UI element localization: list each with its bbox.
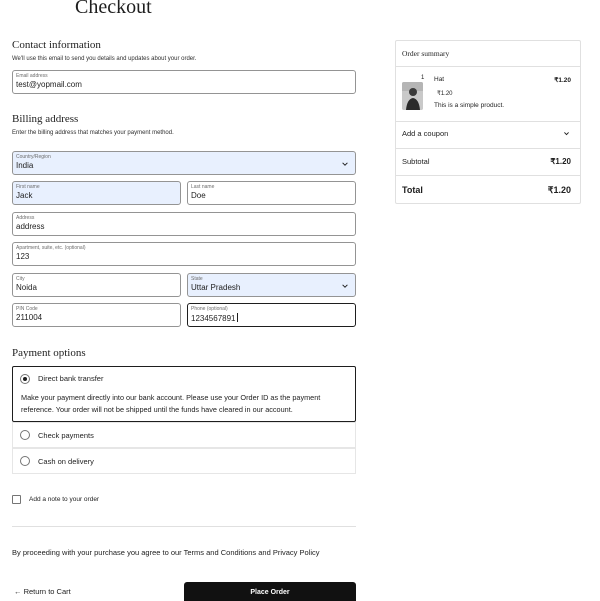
city-value: Noida: [16, 283, 37, 292]
state-select[interactable]: [187, 273, 356, 297]
item-line-total: ₹1.20: [554, 77, 571, 84]
return-to-cart-link[interactable]: [14, 587, 71, 596]
first-name-field[interactable]: [12, 181, 181, 205]
contact-section-description: We'll use this email to send you details and updates about your order.: [12, 56, 197, 62]
state-select-value: Uttar Pradesh: [191, 283, 241, 292]
item-price: ₹1.20: [437, 91, 453, 97]
return-to-cart-label: Return to Cart: [23, 587, 71, 596]
order-note-label[interactable]: Add a note to your order: [29, 496, 100, 503]
payment-option-description: Make your payment directly into our bank account. Please use your Order ID as the payment reference. Your order will not be shipped until the funds have cleared in our account.: [21, 393, 321, 414]
chevron-down-icon: [341, 160, 349, 168]
item-description: This is a simple product.: [434, 102, 505, 109]
address-value: address: [16, 222, 45, 231]
payment-option-check[interactable]: [12, 422, 356, 448]
subtotal-label: Subtotal: [402, 157, 430, 166]
apartment-field[interactable]: [12, 242, 356, 266]
first-name-label: First name: [16, 184, 40, 190]
radio-selected[interactable]: [20, 374, 30, 384]
divider: [12, 526, 356, 527]
quantity-badge: 1: [421, 75, 425, 81]
divider: [396, 175, 580, 176]
chevron-down-icon[interactable]: [563, 130, 570, 137]
email-field-value: test@yopmail.com: [16, 80, 82, 89]
last-name-field[interactable]: [187, 181, 356, 205]
pin-code-value: 211004: [16, 313, 43, 322]
divider: [396, 66, 580, 67]
radio-unselected[interactable]: [20, 456, 30, 466]
country-select-value: India: [16, 161, 34, 170]
order-summary: [395, 40, 581, 204]
email-field-label: Email address: [16, 73, 48, 79]
subtotal-value: ₹1.20: [550, 157, 571, 166]
phone-label: Phone (optional): [191, 306, 228, 312]
phone-field[interactable]: [187, 303, 356, 327]
billing-section-description: Enter the billing address that matches your payment method.: [12, 130, 174, 136]
apartment-label: Apartment, suite, etc. (optional): [16, 245, 86, 251]
payment-section-title: Payment options: [12, 347, 86, 359]
arrow-left-icon: ←: [14, 587, 24, 596]
phone-value: 1234567891: [191, 314, 236, 323]
apartment-value: 123: [16, 252, 30, 261]
add-coupon-toggle[interactable]: Add a coupon: [402, 129, 449, 138]
payment-option-bank-transfer[interactable]: [12, 366, 356, 422]
last-name-value: Doe: [191, 191, 206, 200]
billing-section-title: Billing address: [12, 113, 79, 125]
payment-option-label: Check payments: [38, 431, 94, 440]
item-name: Hat: [434, 76, 445, 83]
divider: [396, 121, 580, 122]
city-field[interactable]: [12, 273, 181, 297]
address-label: Address: [16, 215, 35, 221]
first-name-value: Jack: [16, 191, 33, 200]
total-label: Total: [402, 185, 423, 195]
page-title: Checkout: [75, 0, 152, 18]
city-label: City: [16, 276, 25, 282]
payment-option-label: Direct bank transfer: [38, 374, 104, 383]
country-select[interactable]: [12, 151, 356, 175]
country-select-label: Country/Region: [16, 154, 51, 160]
total-value: ₹1.20: [547, 185, 571, 195]
pin-code-field[interactable]: [12, 303, 181, 327]
chevron-down-icon: [341, 282, 349, 290]
text-cursor: [237, 313, 238, 322]
address-field[interactable]: [12, 212, 356, 236]
payment-option-label: Cash on delivery: [38, 457, 94, 466]
place-order-button[interactable]: Place Order: [184, 582, 356, 601]
state-select-label: State: [191, 276, 203, 282]
order-note-checkbox[interactable]: [12, 495, 21, 504]
contact-section-title: Contact information: [12, 39, 101, 51]
terms-text: By proceeding with your purchase you agree to our Terms and Conditions and Privacy Policy: [12, 548, 320, 557]
payment-option-cod[interactable]: [12, 448, 356, 474]
pin-code-label: PIN Code: [16, 306, 38, 312]
product-image: [402, 82, 423, 110]
radio-unselected[interactable]: [20, 430, 30, 440]
product-thumbnail: [402, 82, 423, 110]
order-summary-title: Order summary: [402, 49, 450, 58]
last-name-label: Last name: [191, 184, 215, 190]
divider: [396, 148, 580, 149]
email-field[interactable]: [12, 70, 356, 94]
